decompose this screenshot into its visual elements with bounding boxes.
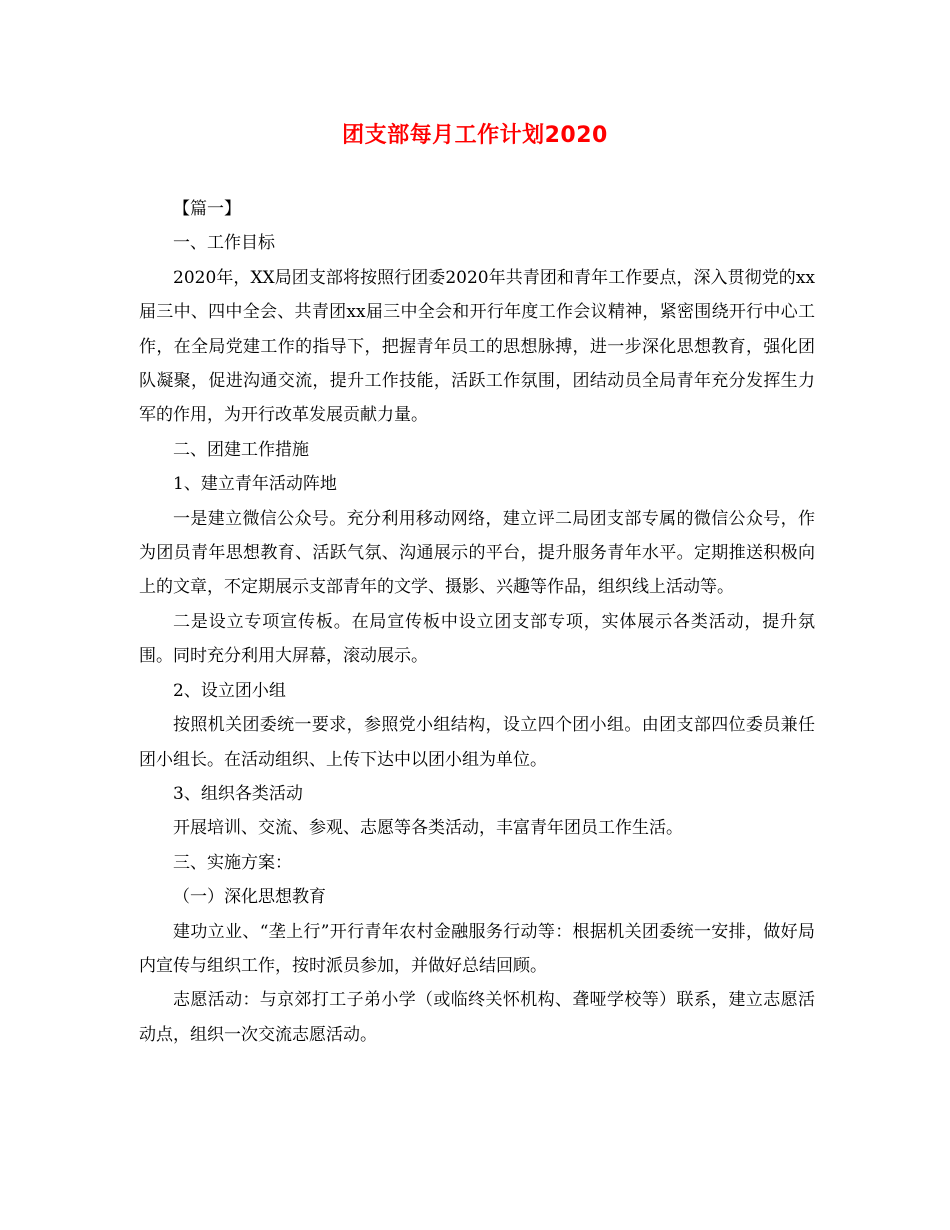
paragraph-board: 二是设立专项宣传板。在局宣传板中设立团支部专项，实体展示各类活动，提升氛围。同时充分利用大屏幕，滚动展示。 bbox=[139, 611, 815, 667]
document-title: 团支部每月工作计划2020 bbox=[342, 123, 608, 148]
paragraph-wechat: 一是建立微信公众号。充分利用移动网络，建立评二局团支部专属的微信公众号，作为团员青年思想教育、活跃气氛、沟通展示的平台，提升服务青年水平。定期推送积极向上的文章，不定期展示支部青年的文学、摄影、兴趣等作品，组织线上活动等。 bbox=[139, 508, 815, 598]
paragraph-rural-service: 建功立业、“垄上行”开行青年农村金融服务行动等：根据机关团委统一安排，做好局内宣传与组织工作，按时派员参加，并做好总结回顾。 bbox=[139, 921, 815, 976]
subheading-activity-base: 1、建立青年活动阵地 bbox=[173, 474, 337, 495]
subheading-activities: 3、组织各类活动 bbox=[173, 783, 303, 804]
paragraph-activities: 开展培训、交流、参观、志愿等各类活动，丰富青年团员工作生活。 bbox=[173, 818, 683, 839]
heading-measures: 二、团建工作措施 bbox=[173, 439, 309, 460]
paragraph-goals: 2020年，XX局团支部将按照行团委2020年共青团和青年工作要点，深入贯彻党的xx届三中、四中全会、共青团xx届三中全会和开行年度工作会议精神，紧密围绕开行中心工作，在全局党建工作的指导下，把握青年员工的思想脉搏，进一步深化思想教育，强化团队凝聚，促进沟通交流，提升工作技能，活跃工作氛围，团结动员全局青年充分发挥生力军的作用，为开行改革发展贡献力量。 bbox=[139, 267, 815, 426]
section-marker: 【篇一】 bbox=[173, 199, 241, 219]
subheading-groups: 2、设立团小组 bbox=[173, 680, 286, 701]
heading-implementation: 三、实施方案： bbox=[173, 852, 292, 873]
heading-work-goals: 一、工作目标 bbox=[173, 233, 275, 254]
document-body bbox=[139, 192, 815, 1052]
subheading-education: （一）深化思想教育 bbox=[173, 887, 326, 908]
paragraph-volunteer: 志愿活动：与京郊打工子弟小学（或临终关怀机构、聋哑学校等）联系，建立志愿活动点，组织一次交流志愿活动。 bbox=[139, 990, 815, 1045]
paragraph-groups: 按照机关团委统一要求，参照党小组结构，设立四个团小组。由团支部四位委员兼任团小组长。在活动组织、上传下达中以团小组为单位。 bbox=[139, 715, 815, 770]
